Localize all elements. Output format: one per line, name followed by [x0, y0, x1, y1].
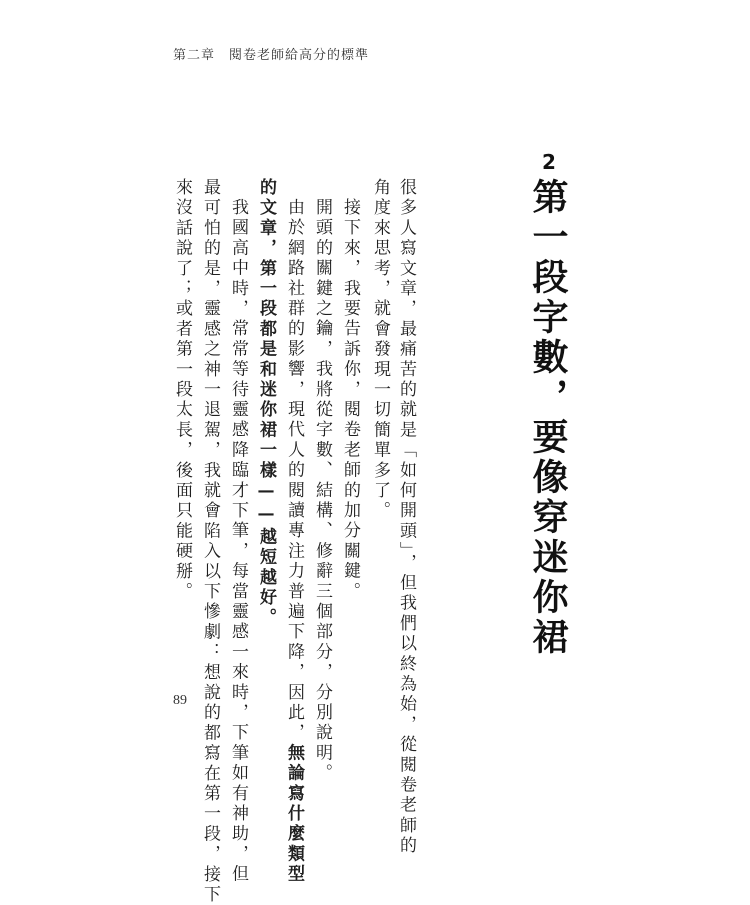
body-column-9: 來沒話說了；或者第一段太長，後面只能硬掰。 [172, 178, 192, 603]
section-title: 第一段字數，要像穿迷你裙 [527, 178, 568, 658]
body-column-5 [285, 198, 302, 885]
body-column-8: 最可怕的是，靈感之神一退駕，我就會陷入以下慘劇：想說的都寫在第一段，接下 [200, 178, 220, 905]
body-column-4: 開頭的關鍵之鑰，我將從字數、結構、修辭三個部分，分別說明。 [312, 198, 332, 784]
body-column-1: 很多人寫文章，最痛苦的就是「如何開頭」，但我們以終為始，從閱卷老師的 [396, 178, 416, 857]
body-column-5-text: 由於網路社群的影響，現代人的閱讀專注力普遍下降，因此， [284, 198, 304, 744]
section-number: 2 [542, 150, 556, 174]
body-column-3: 接下來，我要告訴你，閱卷老師的加分關鍵。 [340, 198, 360, 602]
running-head: 第二章 閱卷老師給高分的標準 [173, 48, 370, 63]
body-column-2: 角度來思考，就會發現一切簡單多了。 [370, 178, 390, 522]
body-column-7: 我國高中時，常常等待靈感降臨才下筆，每當靈感一來時，下筆如有神助，但 [228, 198, 248, 885]
body-column-6-emphasis: 的文章，第一段都是和迷你裙一樣——越短越好。 [256, 178, 276, 629]
page-number: 89 [173, 693, 187, 708]
body-column-5-emphasis: 無論寫什麼類型 [284, 743, 304, 885]
